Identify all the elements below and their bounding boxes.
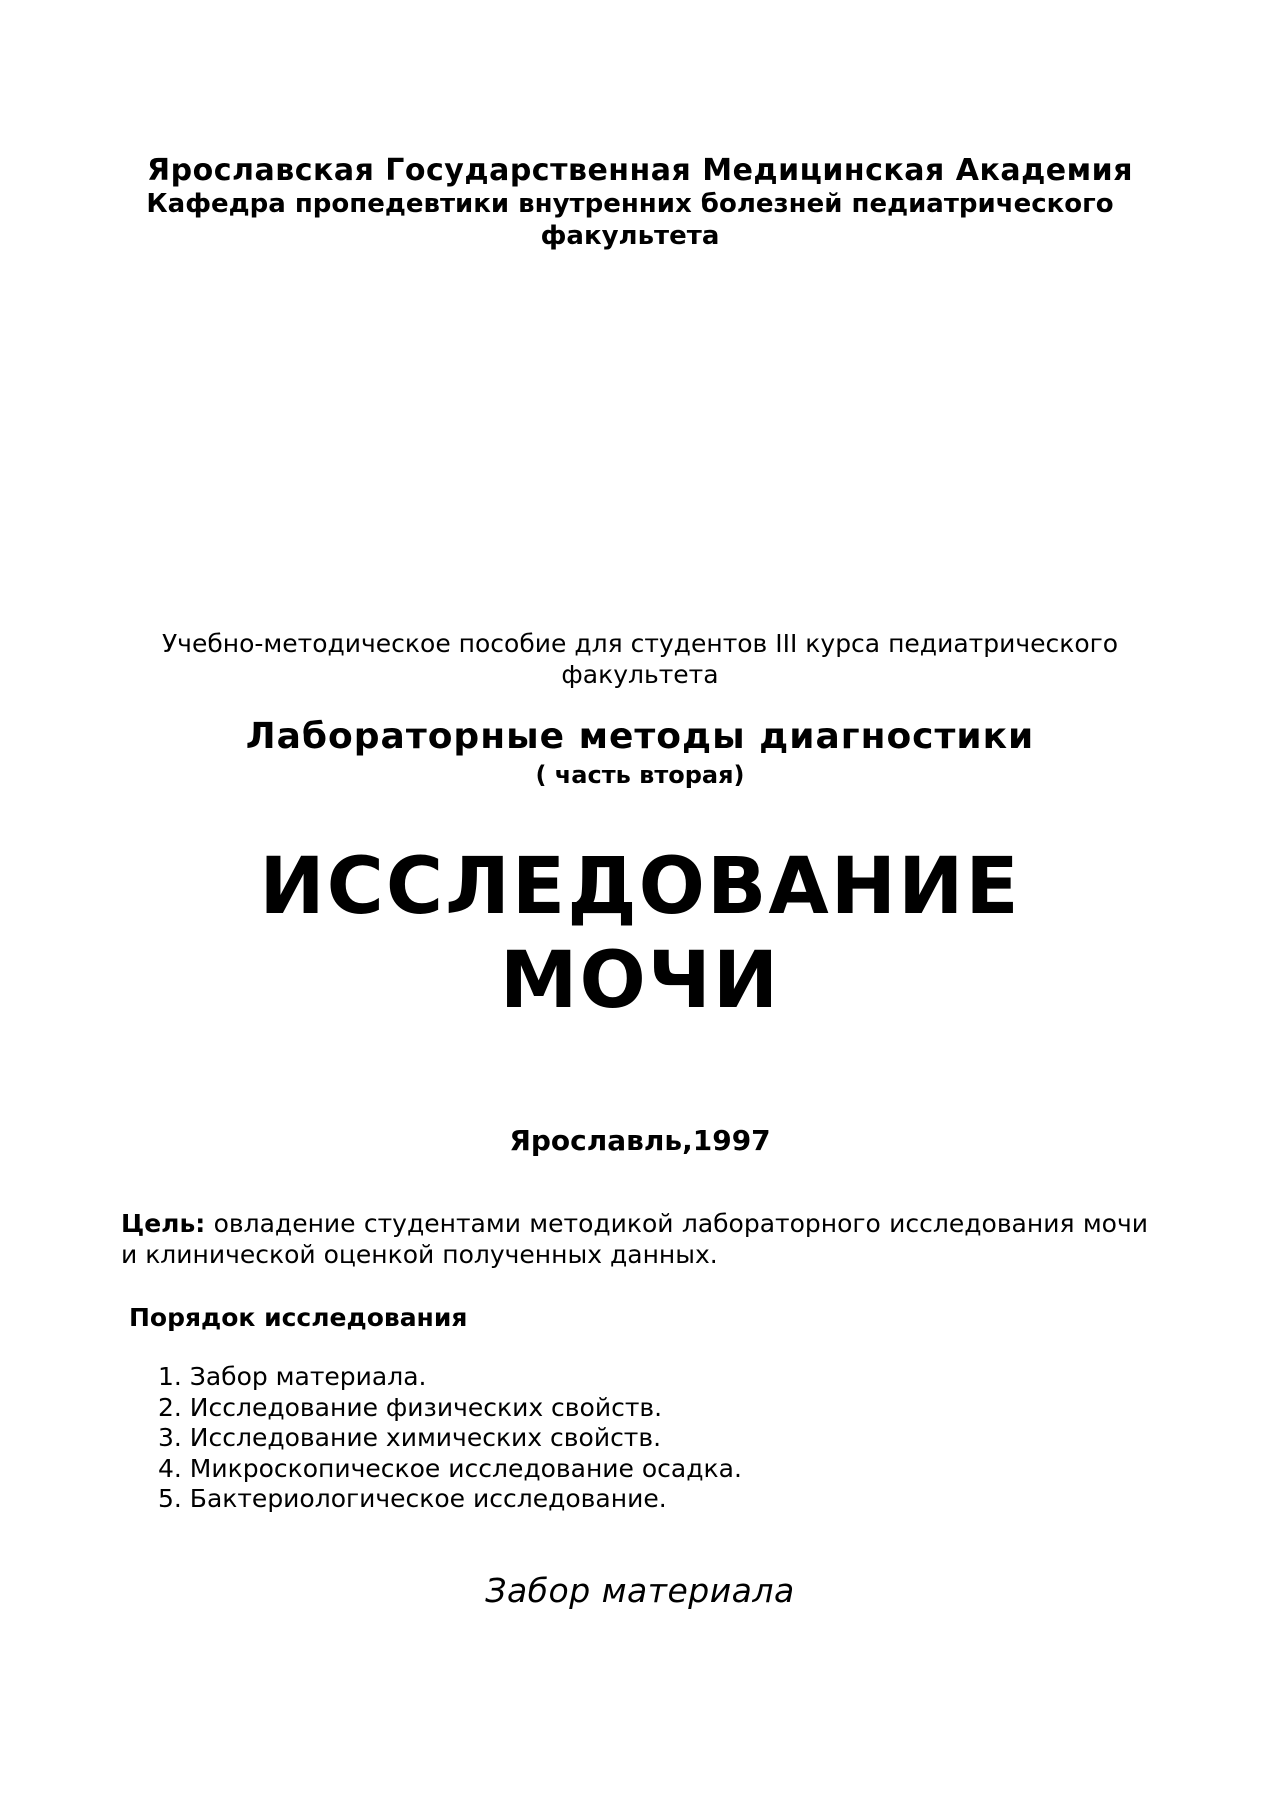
section-heading: Забор материала xyxy=(485,1571,795,1610)
department-name: Кафедра пропедевтики внутренних болезней педиатрического факультета xyxy=(146,189,1114,251)
institution-name: Ярославская Государственная Медицинская Академия xyxy=(147,153,1133,188)
procedure-heading: Порядок исследования xyxy=(129,1303,468,1332)
goal-label: Цель: xyxy=(121,1209,206,1238)
goal-text: овладение студентами методикой лабораторного исследования мочи и клинической оценкой полученных данных. xyxy=(121,1209,1148,1269)
list-item: 2. Исследование физических свойств. xyxy=(158,1392,663,1422)
list-item: 4. Микроскопическое исследование осадка. xyxy=(158,1453,742,1483)
list-item: 5. Бактериологическое исследование. xyxy=(158,1484,667,1513)
list-item: 1. Забор материала. xyxy=(158,1362,427,1391)
procedure-steps xyxy=(158,1362,742,1515)
goal-paragraph xyxy=(121,1208,1148,1270)
city-year: Ярославль,1997 xyxy=(509,1124,771,1157)
subject-title: Лабораторные методы диагностики xyxy=(245,716,1035,757)
part-label: ( часть вторая) xyxy=(535,761,745,789)
manual-description: Учебно-методическое пособие для студентов III курса педиатрического факультета xyxy=(161,629,1119,689)
main-title: ИССЛЕДОВАНИЕ МОЧИ xyxy=(259,842,1021,1026)
list-item: 3. Исследование химических свойств. xyxy=(158,1423,662,1452)
